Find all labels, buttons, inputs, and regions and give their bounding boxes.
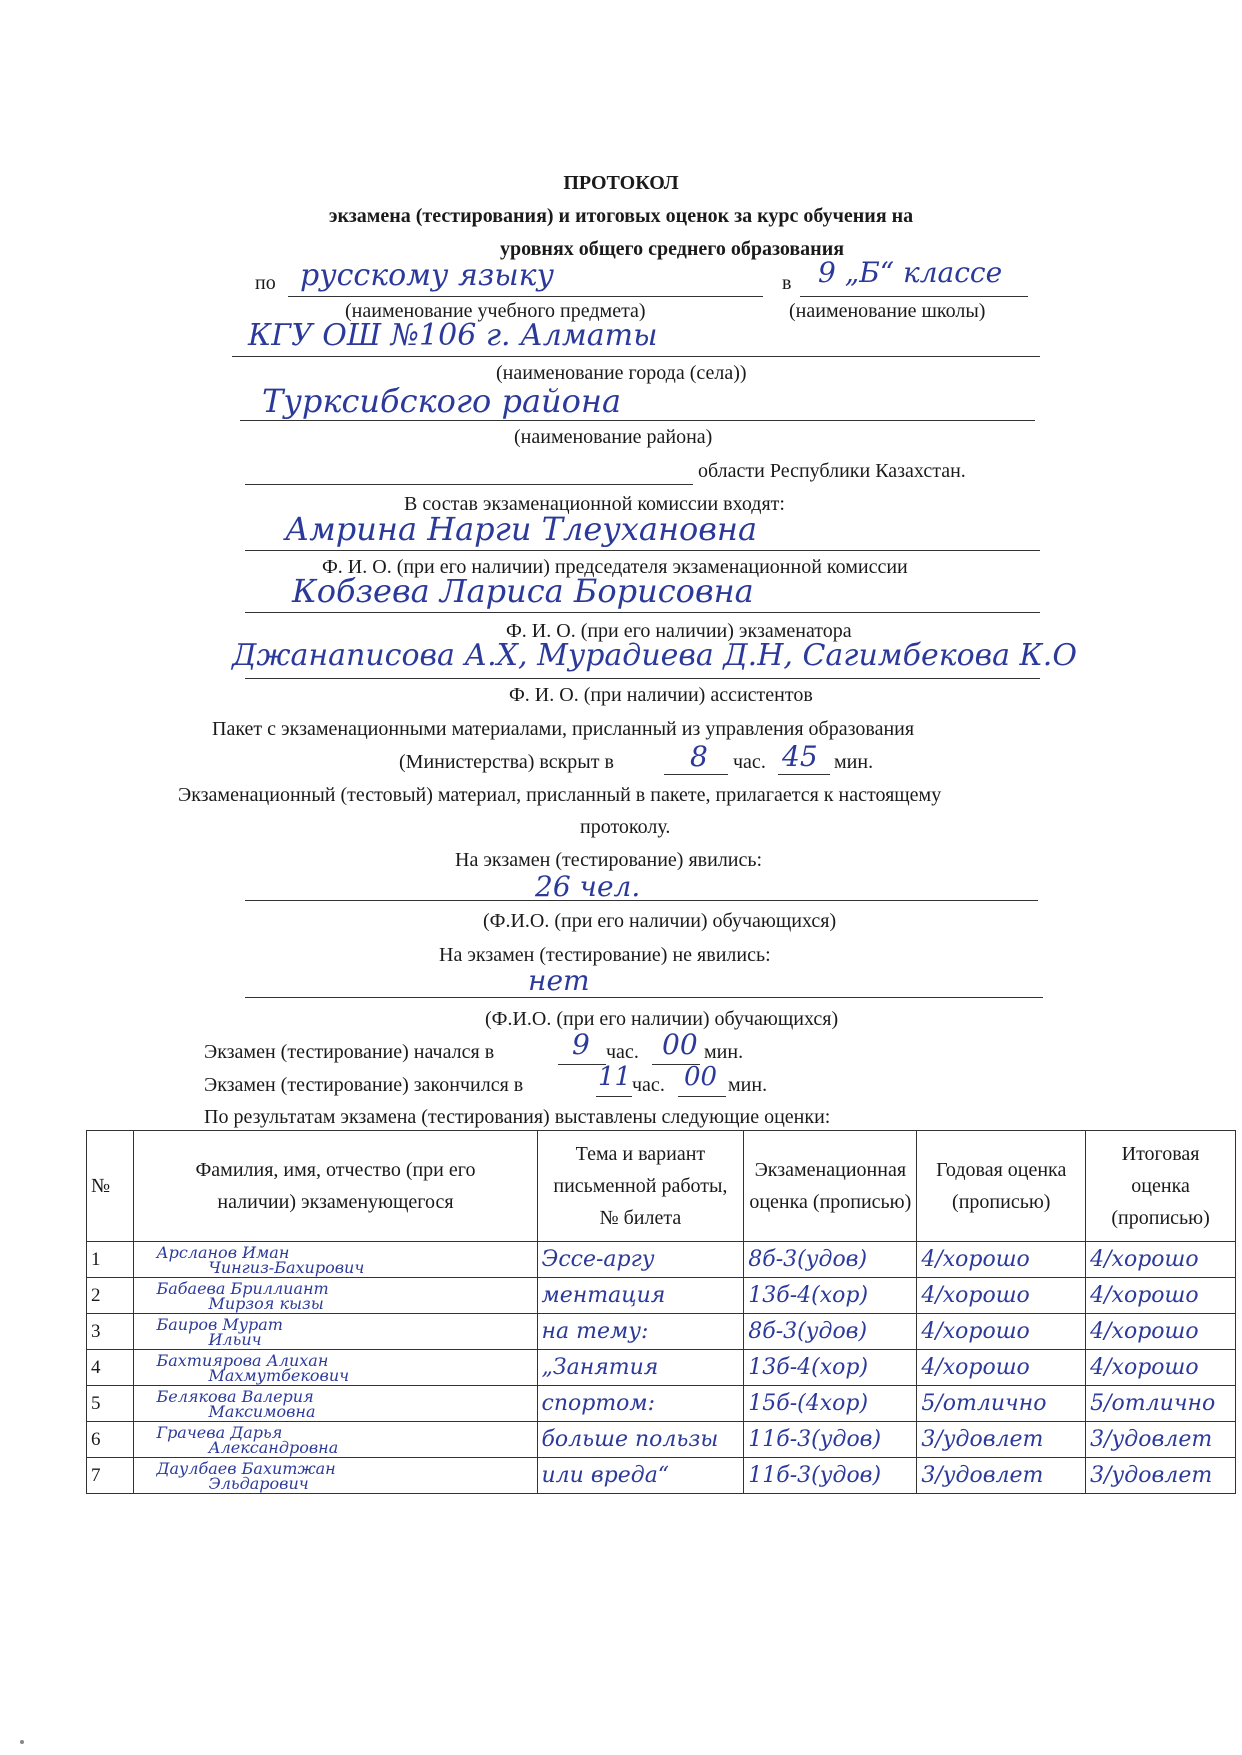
header-num: №: [87, 1131, 134, 1242]
end-min-label: мин.: [728, 1074, 768, 1096]
student-name-line-2: Мирзоя кызы: [208, 1293, 324, 1313]
subject-line: [288, 296, 763, 297]
end-hour-value: 11: [598, 1062, 632, 1092]
student-name-line-2: Ильич: [208, 1329, 262, 1349]
exam-grade: 13б-4(хор): [744, 1278, 917, 1314]
document-subtitle-line-1: экзамена (тестирования) и итоговых оценок за курс обучения на: [328, 205, 914, 227]
final-grade: 4/хорошо: [1086, 1278, 1236, 1314]
commission-intro: В состав экзаменационной комиссии входят:: [404, 493, 785, 515]
package-line-1: Пакет с экзаменационными материалами, присланный из управления образования: [212, 718, 915, 740]
row-number: 1: [87, 1242, 134, 1278]
essay-topic: или вреда“: [537, 1458, 744, 1494]
student-name: [134, 1242, 537, 1278]
region-line: [245, 484, 693, 485]
end-hour-line: [596, 1096, 632, 1097]
student-name: [134, 1422, 537, 1458]
start-min-label: мин.: [704, 1041, 744, 1063]
student-name-line-1: Даулбаев Бахитжан: [156, 1458, 336, 1478]
document-title: ПРОТОКОЛ: [563, 172, 679, 194]
essay-topic: спортом:: [537, 1386, 744, 1422]
student-name-line-2: Чингиз-Бахирович: [208, 1257, 365, 1277]
chair-value: Амрина Нарги Тлеухановна: [285, 510, 758, 548]
final-grade: 3/удовлет: [1086, 1458, 1236, 1494]
examiner-value: Кобзева Лариса Борисовна: [292, 572, 754, 610]
final-grade: 4/хорошо: [1086, 1242, 1236, 1278]
assistants-caption: Ф. И. О. (при наличии) ассистентов: [509, 684, 813, 706]
v-label: в: [782, 272, 792, 294]
year-grade: 4/хорошо: [917, 1350, 1086, 1386]
student-name-line-2: Максимовна: [208, 1401, 316, 1421]
examiner-caption: Ф. И. О. (при его наличии) экзаменатора: [506, 620, 852, 642]
exam-grade: 11б-3(удов): [744, 1458, 917, 1494]
student-name-line-1: Арсланов Иман: [156, 1242, 290, 1262]
subject-value: русскому языку: [300, 258, 554, 293]
row-number: 2: [87, 1278, 134, 1314]
school-caption: (наименование школы): [789, 300, 986, 322]
po-label: по: [255, 272, 276, 294]
header-topic: Тема и вариант письменной работы, № билета: [537, 1131, 744, 1242]
attended-value: 26 чел.: [535, 870, 641, 903]
year-grade: 4/хорошо: [917, 1314, 1086, 1350]
class-value: 9 „Б“ классе: [818, 256, 1003, 289]
school-value: КГУ ОШ №106 г. Алматы: [248, 318, 658, 353]
row-number: 7: [87, 1458, 134, 1494]
table-row: [87, 1386, 1236, 1422]
essay-topic: Эссе-аргу: [537, 1242, 744, 1278]
table-row: [87, 1458, 1236, 1494]
header-final: Итоговая оценка (прописью): [1086, 1131, 1236, 1242]
region-suffix: области Республики Казахстан.: [698, 460, 966, 482]
exam-grade: 13б-4(хор): [744, 1350, 917, 1386]
year-grade: 4/хорошо: [917, 1242, 1086, 1278]
package-hour-label: час.: [733, 751, 766, 773]
school-line: [232, 356, 1040, 357]
student-name: [134, 1278, 537, 1314]
table-row: [87, 1422, 1236, 1458]
final-grade: 5/отлично: [1086, 1386, 1236, 1422]
table-row: [87, 1350, 1236, 1386]
exam-grade: 8б-3(удов): [744, 1314, 917, 1350]
essay-topic: „Занятия: [537, 1350, 744, 1386]
exam-grade: 11б-3(удов): [744, 1422, 917, 1458]
absent-label: На экзамен (тестирование) не явились:: [439, 944, 771, 966]
absent-value: нет: [528, 964, 590, 997]
city-caption: (наименование города (села)): [496, 362, 747, 384]
assistants-value: Джанаписова А.Х, Мурадиева Д.Н, Сагимбекова К.О: [232, 638, 1077, 673]
row-number: 6: [87, 1422, 134, 1458]
start-prefix: Экзамен (тестирование) начался в: [204, 1041, 495, 1063]
start-hour-value: 9: [572, 1028, 590, 1061]
student-name-line-2: Эльдарович: [208, 1473, 309, 1493]
package-min-value: 45: [782, 740, 818, 773]
year-grade: 5/отлично: [917, 1386, 1086, 1422]
end-hour-label: час.: [632, 1074, 665, 1096]
package-hour-value: 8: [690, 740, 708, 773]
table-header-row: [87, 1131, 1236, 1242]
header-name: Фамилия, имя, отчество (при его наличии) экзаменующегося: [134, 1131, 537, 1242]
table-row: [87, 1314, 1236, 1350]
class-line: [800, 296, 1028, 297]
start-min-value: 00: [662, 1028, 698, 1061]
exam-grade: 8б-3(удов): [744, 1242, 917, 1278]
final-grade: 3/удовлет: [1086, 1422, 1236, 1458]
row-number: 4: [87, 1350, 134, 1386]
attended-caption: (Ф.И.О. (при его наличии) обучающихся): [483, 910, 837, 932]
material-line-2: протоколу.: [580, 816, 671, 838]
package-min-label: мин.: [834, 751, 874, 773]
package-hour-line: [664, 774, 728, 775]
attended-line: [245, 900, 1038, 901]
student-name-line-1: Грачева Дарья: [156, 1422, 283, 1442]
student-name-line-2: Александровна: [208, 1437, 339, 1457]
start-hour-label: час.: [606, 1041, 639, 1063]
package-line-2: (Министерства) вскрыт в: [399, 751, 614, 773]
student-name-line-1: Бахтиярова Алихан: [156, 1350, 329, 1370]
absent-line: [245, 997, 1043, 998]
essay-topic: ментация: [537, 1278, 744, 1314]
chair-caption: Ф. И. О. (при его наличии) председателя экзаменационной комиссии: [322, 556, 908, 578]
assistants-line: [245, 678, 1040, 679]
row-number: 5: [87, 1386, 134, 1422]
district-line: [240, 420, 1035, 421]
row-number: 3: [87, 1314, 134, 1350]
table-row: [87, 1278, 1236, 1314]
essay-topic: больше пользы: [537, 1422, 744, 1458]
year-grade: 3/удовлет: [917, 1422, 1086, 1458]
essay-topic: на тему:: [537, 1314, 744, 1350]
student-name-line-2: Махмутбекович: [208, 1365, 350, 1385]
grades-table: [86, 1130, 1236, 1494]
final-grade: 4/хорошо: [1086, 1350, 1236, 1386]
end-prefix: Экзамен (тестирование) закончился в: [204, 1074, 524, 1096]
attended-label: На экзамен (тестирование) явились:: [455, 849, 763, 871]
table-row: [87, 1242, 1236, 1278]
student-name: [134, 1386, 537, 1422]
material-line-1: Экзаменационный (тестовый) материал, присланный в пакете, прилагается к настоящему: [178, 784, 942, 806]
student-name-line-1: Баиров Мурат: [156, 1314, 283, 1334]
student-name-line-1: Бабаева Бриллиант: [156, 1278, 329, 1298]
absent-caption: (Ф.И.О. (при его наличии) обучающихся): [485, 1008, 839, 1030]
results-intro: По результатам экзамена (тестирования) выставлены следующие оценки:: [204, 1106, 831, 1128]
header-exam: Экзаменационная оценка (прописью): [744, 1131, 917, 1242]
subject-caption: (наименование учебного предмета): [345, 300, 646, 322]
end-min-line: [678, 1096, 726, 1097]
end-min-value: 00: [684, 1062, 718, 1092]
exam-grade: 15б-(4хор): [744, 1386, 917, 1422]
examiner-line: [245, 612, 1040, 613]
year-grade: 4/хорошо: [917, 1278, 1086, 1314]
student-name: [134, 1350, 537, 1386]
package-min-line: [778, 774, 830, 775]
district-value: Турксибского района: [262, 382, 622, 420]
student-name: [134, 1458, 537, 1494]
final-grade: 4/хорошо: [1086, 1314, 1236, 1350]
district-caption: (наименование района): [514, 426, 713, 448]
header-year: Годовая оценка (прописью): [917, 1131, 1086, 1242]
document-subtitle-line-2: уровнях общего среднего образования: [500, 238, 845, 260]
scan-speck: [20, 1740, 24, 1744]
student-name-line-1: Белякова Валерия: [156, 1386, 314, 1406]
chair-line: [245, 550, 1040, 551]
student-name: [134, 1314, 537, 1350]
year-grade: 3/удовлет: [917, 1458, 1086, 1494]
